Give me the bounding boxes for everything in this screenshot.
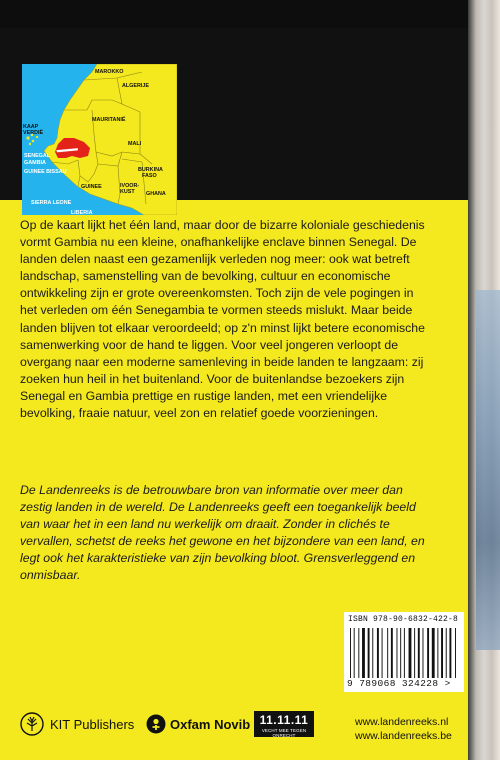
barcode-bar: [441, 628, 443, 678]
barcode-bar: [391, 628, 393, 678]
label-ivoorkust-1: IVOOR-: [120, 183, 140, 189]
label-guinee-bissau: GUINEE BISSAU: [24, 169, 67, 175]
barcode-bar: [372, 628, 373, 678]
barcode-bar: [423, 628, 424, 678]
barcode-bar: [382, 628, 383, 678]
label-mali: MALI: [128, 141, 142, 147]
label-burkina-2: FASO: [142, 173, 157, 179]
barcode-bar: [446, 628, 447, 678]
front-cover-photo-strip: [476, 290, 500, 650]
map-panel: [0, 28, 468, 215]
barcode-bar: [414, 628, 415, 678]
oxfam-novib-logo: [146, 714, 250, 734]
description-text: Op de kaart lijkt het één land, maar door de bizarre koloniale geschiedenis vormt Gambia nu een kleine, onafhankelijke enclave binnen Senegal. De landen delen naast een gezamenlijk verleden nog meer: ook wat betreft landschap, samenstelling van de bevolking, cultuur en economische ontwikkeling zijn er grote overeenkomsten. Toch zijn de vele pogingen in het verleden om één Senegambia te vormen steeds mislukt. Maar beide landen blijven tot elkaar veroordeeld; op z'n minst lijkt betere economische samenwerking voor de hand te liggen. Voor veel jongeren verloopt de overgang naar een moderne samenleving in beide landen te langzaam: zij zoeken hun heil in het buitenland. Voor de buitenlandse bezoekers zijn Senegal en Gambia prettige en rustige landen, met een vriendelijke bevolking, fraaie natuur, veel zon en relatief goede voorzieningen.: [20, 218, 425, 421]
label-algerije: ALGERIJE: [122, 83, 149, 89]
barcode-bar: [354, 628, 355, 678]
map-graphic: [22, 64, 177, 215]
barcode-bar: [397, 628, 398, 678]
barcode-bar: [409, 628, 412, 678]
label-mauritanie: MAURITANIË: [92, 117, 126, 123]
barcode-bar: [358, 628, 359, 678]
barcode-bar: [432, 628, 435, 678]
barcode-bar: [449, 628, 451, 678]
top-black-band: [0, 0, 468, 28]
oxfam-icon: [146, 714, 166, 734]
elf-logo-sub: VECHT MEE TEGEN ONRECHT: [261, 728, 307, 738]
label-liberia: LIBERIA: [71, 210, 93, 215]
label-guinee: GUINEE: [81, 184, 102, 190]
barcode-bar: [437, 628, 438, 678]
oxfam-novib-label: Oxfam Novib: [170, 716, 251, 732]
kit-publishers-logo: [20, 712, 134, 736]
website-links: [355, 715, 452, 743]
barcode-bar: [368, 628, 370, 678]
url-be[interactable]: www.landenreeks.be: [355, 730, 452, 742]
isbn-label: ISBN 978-90-6832-422-8: [348, 615, 459, 624]
label-sierra-leone: SIERRA LEONE: [31, 200, 72, 206]
barcode-graphic: [350, 628, 458, 678]
barcode-bar: [455, 628, 456, 678]
front-cover-edge: [468, 0, 500, 760]
label-marokko: MAROKKO: [95, 69, 124, 75]
isbn-barcode-box: [344, 612, 464, 692]
elf-logo: [254, 711, 314, 737]
label-kaap-verdie-2: VERDIË: [23, 130, 44, 136]
label-ivoorkust-2: KUST: [120, 189, 135, 195]
barcode-bar: [418, 628, 420, 678]
barcode-bar: [400, 628, 401, 678]
barcode-bar: [377, 628, 379, 678]
barcode-bar: [404, 628, 405, 678]
label-burkina-1: BURKINA: [138, 167, 163, 173]
label-ghana: GHANA: [146, 191, 166, 197]
barcode-bar: [350, 628, 351, 678]
label-gambia: GAMBIA: [24, 160, 46, 166]
label-senegal: SENEGAL: [24, 153, 51, 159]
tree-icon: [20, 712, 44, 736]
isbn-digits: 9 789068 324228 >: [347, 678, 451, 689]
west-africa-map: [22, 64, 177, 215]
barcode-bar: [387, 628, 388, 678]
elf-logo-main: 11.11.11: [259, 713, 309, 727]
kit-publishers-label: KIT Publishers: [50, 716, 135, 732]
series-text: De Landenreeks is de betrouwbare bron van informatie over meer dan zestig landen in de wereld. De Landenreeks geeft een toegankelijk beeld van waar het in een land nu werkelijk om draait. Zonder in clichés te vervallen, schetst de reeks het gewone en het bijzondere van een land, en legt ook het karakteristieke van zijn bevolking bloot. Grensverleggend en onmisbaar.: [20, 483, 425, 583]
barcode-bar: [427, 628, 429, 678]
barcode-bar: [362, 628, 365, 678]
url-nl[interactable]: www.landenreeks.nl: [355, 716, 449, 728]
label-kaap-verdie-1: KAAP: [23, 124, 39, 130]
